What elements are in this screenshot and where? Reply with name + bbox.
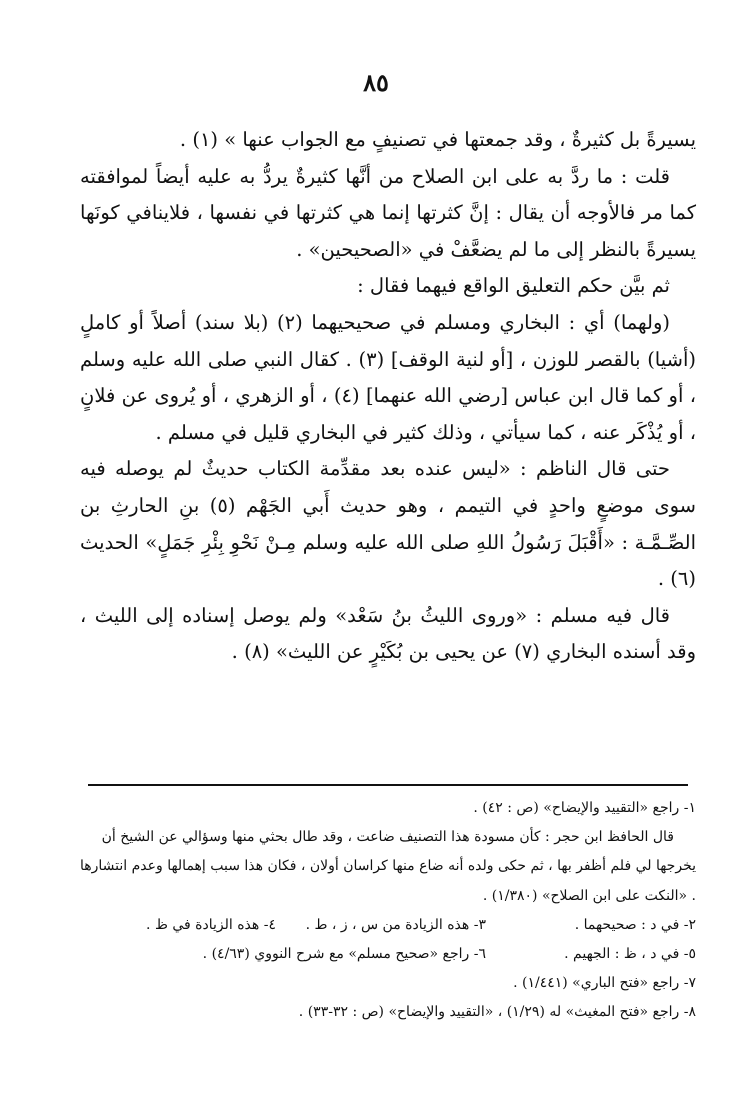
paragraph-5: حتى قال الناظم : «ليس عنده بعد مقدِّمة الكتاب حديثٌ لم يوصله فيه سوى موضعٍ واحدٍ في التيمم ، وهو حديث أَبي الجَهْم (٥) بنِ الحارثِ بن الصِّـمَّـة : «أَقْبَلَ رَسُولُ اللهِ صلى الله عليه وسلم مِـنْ نَحْوِ بِئْرِ جَمَلٍ» الحديث (٦) . [80,457,696,591]
paragraph-3: ثم بيَّن حكم التعليق الواقع فيهما فقال : [357,274,670,298]
main-text [80,122,696,671]
footnote-8: ٨- راجع «فتح المغيث» له (١/٢٩) ، «التقييد والإيضاح» (ص : ٣٢-٣٣) . [298,1004,696,1021]
footnote-6: ٦- راجع «صحيح مسلم» مع شرح النووي (٤/٦٣) . [202,946,486,963]
footnote-4: ٤- هذه الزيادة في ظ . [146,916,276,933]
footnote-row-5-6 [80,940,696,969]
footnote-1-note: قال الحافظ ابن حجر : كأن مسودة هذا التصنيف ضاعت ، وقد طال بحثي منها وسؤالي عن الشيخ أن يخرجها لي فلم أظفر بها ، ثم حكى ولده أنه ضاع منها كراسان أولان ، فكان هذا سبب إهمالها وعدم انتشارها . «النكت على ابن الصلاح» (١/٣٨٠) . [79,829,696,904]
footnote-row-2-4 [80,911,696,940]
paragraph-1: يسيرةً بل كثيرةٌ ، وقد جمعتها في تصنيفٍ مع الجواب عنها » (١) . [179,128,696,151]
footnotes [80,794,696,1028]
paragraph-6: قال فيه مسلم : «وروى الليثُ بنُ سَعْد» ولم يوصل إسناده إلى الليث ، وقد أسنده البخاري (٧) عن يحيى بن بُكَيْرٍ عن الليث» (٨) . [80,603,696,664]
footnote-3: ٣- هذه الزيادة من س ، ز ، ط . [305,916,486,933]
footnote-2: ٢- في د : صحيحهما . [574,916,696,933]
paragraph-2: قلت : ما ردَّ به على ابن الصلاح من أنَّها كثيرةٌ يردُّ به عليه أيضاً لموافقته كما مر فالأوجه أن يقال : إنَّ كثرتها إنما هي كثرتها في نفسها ، فلاينافي كونَها يسيرةً بالنظر إلى ما لم يضعَّفْ في «الصحيحين» . [80,164,696,261]
footnote-5: ٥- في د ، ظ : الجهيم . [564,946,696,963]
footnote-divider [88,784,688,786]
page-number: ٨٥ [363,68,389,97]
footnote-7: ٧- راجع «فتح الباري» (١/٤٤١) . [513,975,696,992]
footnote-1: ١- راجع «التقييد والإيضاح» (ص : ٤٢) . [473,800,696,816]
paragraph-4: (ولهما) أي : البخاري ومسلم في صحيحيهما (٢) (بلا سند) أصلاً أو كاملٍ (أشيا) بالقصر للوزن ، [أو لنية الوقف] (٣) . كقال النبي صلى الله عليه وسلم ، أو كما قال ابن عباس [رضي الله عنهما] (٤) ، أو الزهري ، أو يُروى عن فلانٍ ، أو يُذْكَر عنه ، كما سيأتي ، وذلك كثير في البخاري قليل في مسلم . [80,310,697,444]
